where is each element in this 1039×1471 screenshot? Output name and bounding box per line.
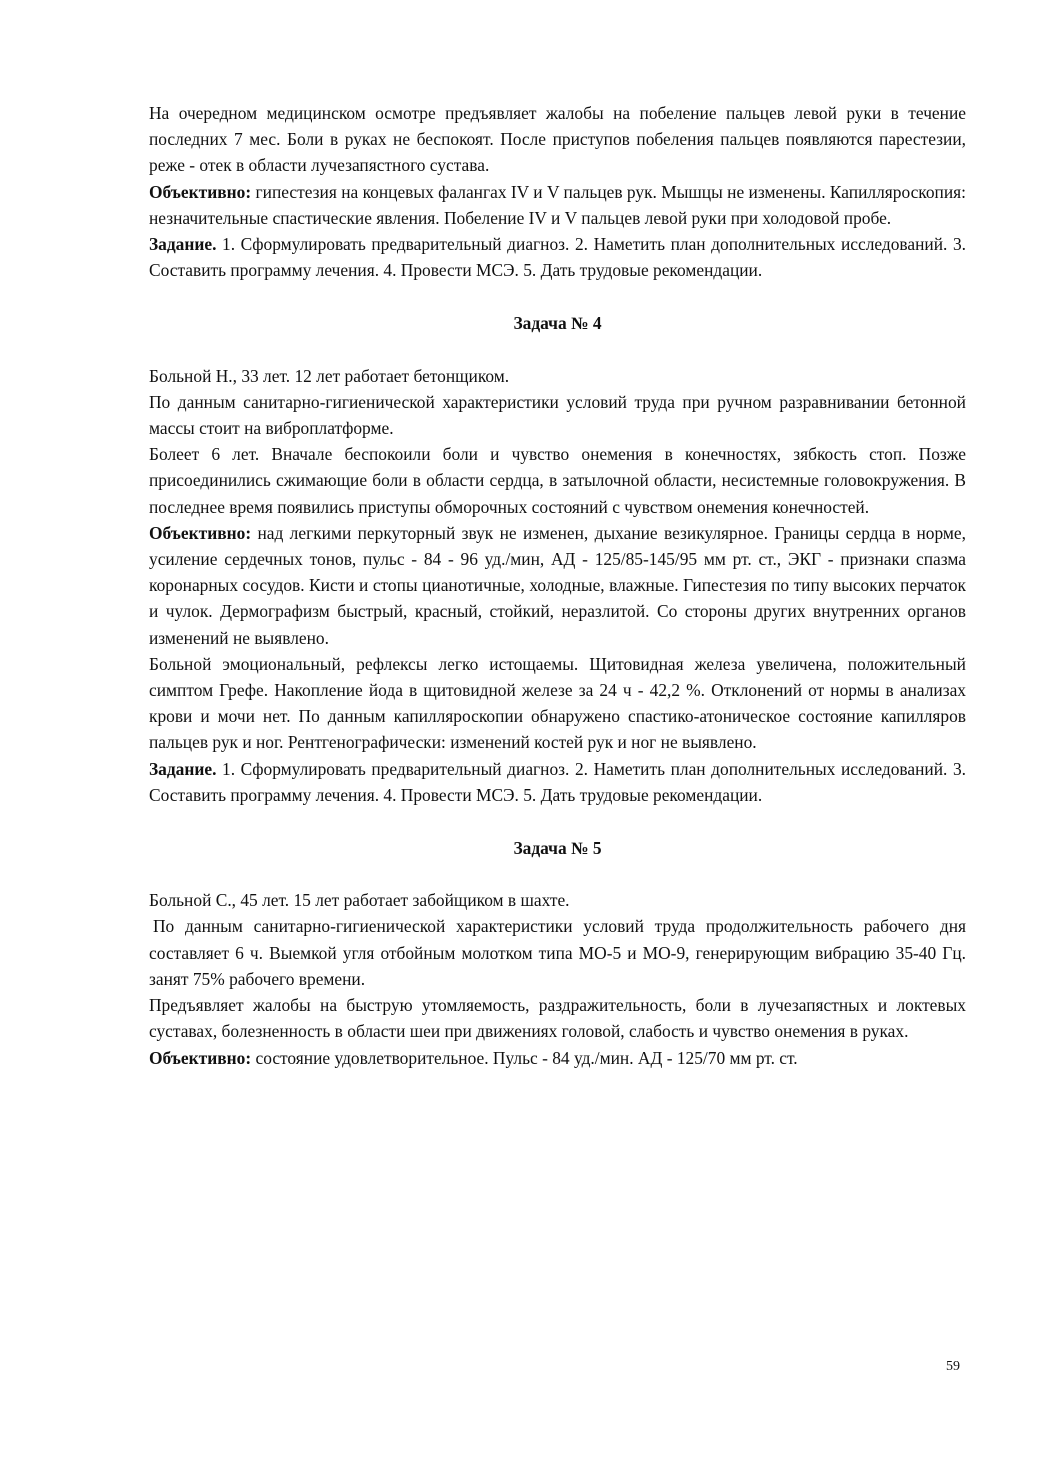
task4-patient-line: Больной Н., 33 лет. 12 лет работает бетонщиком.	[149, 365, 510, 386]
objective-label: Объективно:	[149, 522, 252, 543]
task4-task-paragraph	[149, 756, 966, 808]
task-label: Задание.	[149, 758, 217, 779]
task5-heading: Задача № 5	[513, 838, 602, 859]
intro-task-paragraph	[149, 231, 966, 283]
task4-objective-paragraph	[149, 520, 966, 651]
objective-label: Объективно:	[149, 181, 252, 202]
intro-paragraph: На очередном медицинском осмотре предъявляет жалобы на побеление пальцев левой руки в течение последних 7 мес. Боли в руках не беспокоят. После приступов побеления пальцев появляются парестезии, реже - отек в области лучезапястного сустава.	[149, 103, 966, 176]
task5-conditions-paragraph: По данным санитарно-гигиенической характеристики условий труда продолжительность рабочего дня составляет 6 ч. Выемкой угля отбойным молотком типа МО-5 и МО-9, генерирующим вибрацию 35-40 Гц. занят 75% рабочего времени.	[149, 916, 966, 989]
task4-heading: Задача № 4	[513, 313, 602, 334]
objective-text: над легкими перкуторный звук не изменен, дыхание везикулярное. Границы сердца в норме, усиление сердечных тонов, пульс - 84 - 96 уд./мин, АД - 125/85-145/95 мм рт. ст., ЭКГ - признаки спазма коронарных сосудов. Кисти и стопы цианотичные, холодные, влажные. Гипестезия по типу высоких перчаток и чулок. Дермографизм быстрый, красный, стойкий, неразлитой. Со стороны других внутренних органов изменений не выявлено.	[149, 522, 966, 648]
task4-history-paragraph: Болеет 6 лет. Вначале беспокоили боли и чувство онемения в конечностях, зябкость стоп. Позже присоединились сжимающие боли в области сердца, в затылочной области, несистемные головокружения. В последнее время появились приступы обморочных состояний с чувством онемения конечностей.	[149, 444, 966, 517]
page-number: 59	[946, 1359, 960, 1374]
task-label: Задание.	[149, 234, 217, 255]
page-content	[149, 100, 966, 1071]
objective-text: гипестезия на концевых фалангах IV и V пальцев рук. Мышцы не изменены. Капилляроскопия: незначительные спастические явления. Побеление IV и V пальцев левой руки при холодовой пробе.	[149, 181, 966, 228]
task4-findings-paragraph: Больной эмоциональный, рефлексы легко истощаемы. Щитовидная железа увеличена, положительный симптом Грефе. Накопление йода в щитовидной железе за 24 ч - 42,2 %. Отклонений от нормы в анализах крови и мочи нет. По данным капилляроскопии обнаружено спастико-атоническое состояние капилляров пальцев рук и ног. Рентгенографически: изменений костей рук и ног не выявлено.	[149, 653, 966, 753]
task-text: 1. Сформулировать предварительный диагноз. 2. Наметить план дополнительных исследований. 3. Составить программу лечения. 4. Провести МСЭ. 5. Дать трудовые рекомендации.	[149, 234, 966, 281]
task4-conditions-paragraph: По данным санитарно-гигиенической характеристики условий труда при ручном разравнивании бетонной массы стоит на виброплатформе.	[149, 391, 966, 439]
task5-complaints-paragraph: Предъявляет жалобы на быструю утомляемость, раздражительность, боли в лучезапястных и локтевых суставах, болезненность в области шеи при движениях головой, слабость и чувство онемения в руках.	[149, 995, 966, 1042]
objective-text: состояние удовлетворительное. Пульс - 84 уд./мин. АД - 125/70 мм рт. ст.	[251, 1047, 798, 1068]
task-text: 1. Сформулировать предварительный диагноз. 2. Наметить план дополнительных исследований. 3. Составить программу лечения. 4. Провести МСЭ. 5. Дать трудовые рекомендации.	[149, 758, 966, 805]
objective-label: Объективно:	[149, 1047, 252, 1068]
intro-objective-paragraph	[149, 179, 966, 231]
task5-objective-paragraph	[149, 1045, 966, 1071]
task5-patient-line: Больной С., 45 лет. 15 лет работает забойщиком в шахте.	[149, 890, 570, 911]
